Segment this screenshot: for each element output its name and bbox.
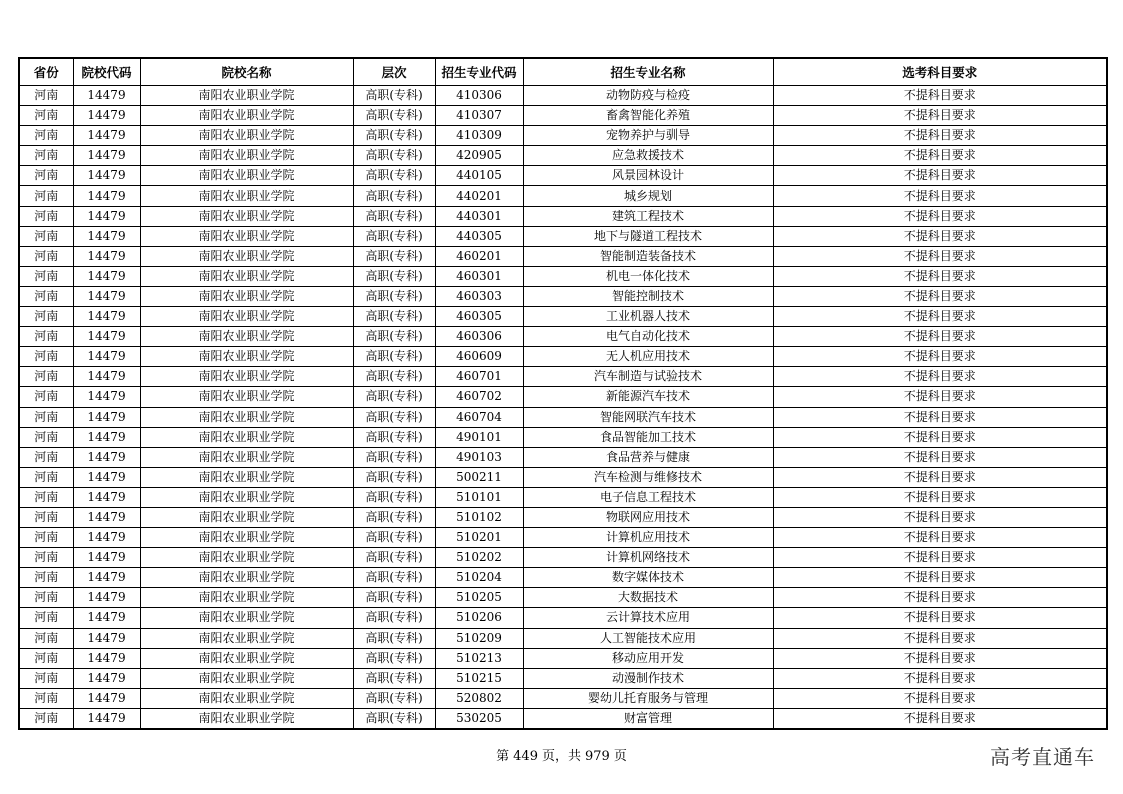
cell-major-name: 移动应用开发 <box>523 648 773 668</box>
cell-level: 高职(专科) <box>353 246 435 266</box>
cell-level: 高职(专科) <box>353 307 435 327</box>
cell-province: 河南 <box>19 668 73 688</box>
cell-major-code: 440105 <box>435 166 523 186</box>
cell-major-code: 510201 <box>435 528 523 548</box>
cell-province: 河南 <box>19 688 73 708</box>
cell-level: 高职(专科) <box>353 447 435 467</box>
cell-major-name: 电气自动化技术 <box>523 327 773 347</box>
cell-major-name: 物联网应用技术 <box>523 507 773 527</box>
cell-major-code: 510102 <box>435 507 523 527</box>
table-row <box>19 86 1107 106</box>
cell-school-code: 14479 <box>73 387 140 407</box>
cell-school-code: 14479 <box>73 286 140 306</box>
cell-province: 河南 <box>19 548 73 568</box>
cell-school-code: 14479 <box>73 588 140 608</box>
cell-subject-requirement: 不提科目要求 <box>773 608 1107 628</box>
cell-school-name: 南阳农业职业学院 <box>140 226 353 246</box>
table-row <box>19 507 1107 527</box>
cell-major-name: 新能源汽车技术 <box>523 387 773 407</box>
cell-school-name: 南阳农业职业学院 <box>140 286 353 306</box>
cell-major-code: 440201 <box>435 186 523 206</box>
table-row <box>19 487 1107 507</box>
cell-school-code: 14479 <box>73 206 140 226</box>
cell-school-name: 南阳农业职业学院 <box>140 588 353 608</box>
table-row <box>19 668 1107 688</box>
header-province: 省份 <box>19 58 73 86</box>
cell-province: 河南 <box>19 487 73 507</box>
cell-level: 高职(专科) <box>353 266 435 286</box>
cell-school-name: 南阳农业职业学院 <box>140 548 353 568</box>
cell-subject-requirement: 不提科目要求 <box>773 708 1107 729</box>
cell-school-name: 南阳农业职业学院 <box>140 648 353 668</box>
cell-province: 河南 <box>19 608 73 628</box>
cell-school-name: 南阳农业职业学院 <box>140 166 353 186</box>
cell-major-code: 410307 <box>435 106 523 126</box>
cell-school-code: 14479 <box>73 688 140 708</box>
cell-level: 高职(专科) <box>353 367 435 387</box>
table-row <box>19 186 1107 206</box>
cell-level: 高职(专科) <box>353 347 435 367</box>
cell-major-name: 人工智能技术应用 <box>523 628 773 648</box>
cell-school-name: 南阳农业职业学院 <box>140 387 353 407</box>
cell-major-name: 计算机网络技术 <box>523 548 773 568</box>
table-row <box>19 367 1107 387</box>
cell-major-name: 财富管理 <box>523 708 773 729</box>
cell-subject-requirement: 不提科目要求 <box>773 206 1107 226</box>
cell-school-name: 南阳农业职业学院 <box>140 467 353 487</box>
cell-province: 河南 <box>19 347 73 367</box>
cell-province: 河南 <box>19 327 73 347</box>
cell-subject-requirement: 不提科目要求 <box>773 407 1107 427</box>
cell-level: 高职(专科) <box>353 548 435 568</box>
cell-major-name: 宠物养护与驯导 <box>523 126 773 146</box>
cell-subject-requirement: 不提科目要求 <box>773 86 1107 106</box>
cell-subject-requirement: 不提科目要求 <box>773 648 1107 668</box>
cell-major-code: 440305 <box>435 226 523 246</box>
cell-school-name: 南阳农业职业学院 <box>140 186 353 206</box>
page-prefix: 第 <box>496 749 510 764</box>
cell-major-code: 510206 <box>435 608 523 628</box>
cell-level: 高职(专科) <box>353 146 435 166</box>
cell-subject-requirement: 不提科目要求 <box>773 226 1107 246</box>
cell-major-code: 460704 <box>435 407 523 427</box>
cell-school-code: 14479 <box>73 568 140 588</box>
cell-school-name: 南阳农业职业学院 <box>140 146 353 166</box>
table-row <box>19 648 1107 668</box>
cell-level: 高职(专科) <box>353 286 435 306</box>
table-header <box>19 58 1107 86</box>
cell-major-name: 食品智能加工技术 <box>523 427 773 447</box>
cell-level: 高职(专科) <box>353 648 435 668</box>
cell-major-name: 汽车检测与维修技术 <box>523 467 773 487</box>
cell-school-code: 14479 <box>73 347 140 367</box>
cell-subject-requirement: 不提科目要求 <box>773 668 1107 688</box>
cell-major-name: 机电一体化技术 <box>523 266 773 286</box>
table-row <box>19 286 1107 306</box>
cell-school-name: 南阳农业职业学院 <box>140 668 353 688</box>
table-row <box>19 528 1107 548</box>
cell-school-code: 14479 <box>73 708 140 729</box>
cell-level: 高职(专科) <box>353 387 435 407</box>
table-row <box>19 327 1107 347</box>
cell-major-code: 490101 <box>435 427 523 447</box>
page-suffix: 页 <box>613 749 627 764</box>
cell-major-name: 风景园林设计 <box>523 166 773 186</box>
cell-major-name: 城乡规划 <box>523 186 773 206</box>
table-row <box>19 106 1107 126</box>
cell-level: 高职(专科) <box>353 86 435 106</box>
cell-level: 高职(专科) <box>353 186 435 206</box>
page-total: 979 <box>585 749 610 764</box>
cell-major-name: 动物防疫与检疫 <box>523 86 773 106</box>
cell-subject-requirement: 不提科目要求 <box>773 507 1107 527</box>
cell-province: 河南 <box>19 507 73 527</box>
header-subject-requirement: 选考科目要求 <box>773 58 1107 86</box>
table-row <box>19 307 1107 327</box>
cell-subject-requirement: 不提科目要求 <box>773 286 1107 306</box>
cell-school-code: 14479 <box>73 367 140 387</box>
cell-subject-requirement: 不提科目要求 <box>773 487 1107 507</box>
cell-school-name: 南阳农业职业学院 <box>140 307 353 327</box>
cell-school-code: 14479 <box>73 507 140 527</box>
table-row <box>19 427 1107 447</box>
cell-major-name: 工业机器人技术 <box>523 307 773 327</box>
cell-school-name: 南阳农业职业学院 <box>140 427 353 447</box>
cell-major-name: 应急救援技术 <box>523 146 773 166</box>
cell-major-code: 510204 <box>435 568 523 588</box>
cell-province: 河南 <box>19 708 73 729</box>
cell-subject-requirement: 不提科目要求 <box>773 266 1107 286</box>
cell-school-name: 南阳农业职业学院 <box>140 126 353 146</box>
cell-school-name: 南阳农业职业学院 <box>140 106 353 126</box>
cell-subject-requirement: 不提科目要求 <box>773 447 1107 467</box>
cell-major-name: 动漫制作技术 <box>523 668 773 688</box>
table-row <box>19 126 1107 146</box>
table-row <box>19 387 1107 407</box>
cell-province: 河南 <box>19 166 73 186</box>
cell-major-name: 智能网联汽车技术 <box>523 407 773 427</box>
cell-major-name: 智能控制技术 <box>523 286 773 306</box>
cell-subject-requirement: 不提科目要求 <box>773 367 1107 387</box>
cell-province: 河南 <box>19 648 73 668</box>
cell-province: 河南 <box>19 367 73 387</box>
cell-school-name: 南阳农业职业学院 <box>140 568 353 588</box>
cell-school-code: 14479 <box>73 106 140 126</box>
cell-major-code: 500211 <box>435 467 523 487</box>
cell-province: 河南 <box>19 266 73 286</box>
page-number: 449 <box>513 749 538 764</box>
cell-school-name: 南阳农业职业学院 <box>140 246 353 266</box>
cell-province: 河南 <box>19 407 73 427</box>
cell-province: 河南 <box>19 106 73 126</box>
cell-school-name: 南阳农业职业学院 <box>140 708 353 729</box>
header-school-name: 院校名称 <box>140 58 353 86</box>
cell-level: 高职(专科) <box>353 568 435 588</box>
cell-major-code: 460303 <box>435 286 523 306</box>
header-school-code: 院校代码 <box>73 58 140 86</box>
cell-level: 高职(专科) <box>353 688 435 708</box>
cell-school-code: 14479 <box>73 307 140 327</box>
cell-school-code: 14479 <box>73 246 140 266</box>
table-row <box>19 447 1107 467</box>
page-mid: 页，共 <box>541 749 581 764</box>
table-row <box>19 146 1107 166</box>
cell-school-name: 南阳农业职业学院 <box>140 407 353 427</box>
cell-major-code: 420905 <box>435 146 523 166</box>
cell-school-name: 南阳农业职业学院 <box>140 327 353 347</box>
cell-province: 河南 <box>19 86 73 106</box>
cell-subject-requirement: 不提科目要求 <box>773 528 1107 548</box>
cell-major-code: 460702 <box>435 387 523 407</box>
cell-school-code: 14479 <box>73 528 140 548</box>
table-row <box>19 688 1107 708</box>
cell-province: 河南 <box>19 427 73 447</box>
table-row <box>19 548 1107 568</box>
cell-subject-requirement: 不提科目要求 <box>773 588 1107 608</box>
cell-school-name: 南阳农业职业学院 <box>140 688 353 708</box>
cell-school-code: 14479 <box>73 226 140 246</box>
cell-major-code: 510213 <box>435 648 523 668</box>
cell-school-code: 14479 <box>73 86 140 106</box>
cell-level: 高职(专科) <box>353 327 435 347</box>
cell-school-code: 14479 <box>73 628 140 648</box>
cell-major-name: 婴幼儿托育服务与管理 <box>523 688 773 708</box>
cell-school-code: 14479 <box>73 327 140 347</box>
table-row <box>19 407 1107 427</box>
cell-province: 河南 <box>19 467 73 487</box>
cell-school-name: 南阳农业职业学院 <box>140 266 353 286</box>
table-body <box>19 86 1107 730</box>
cell-level: 高职(专科) <box>353 126 435 146</box>
cell-school-name: 南阳农业职业学院 <box>140 507 353 527</box>
cell-major-name: 云计算技术应用 <box>523 608 773 628</box>
table-row <box>19 708 1107 729</box>
cell-major-name: 数字媒体技术 <box>523 568 773 588</box>
cell-major-code: 460306 <box>435 327 523 347</box>
cell-level: 高职(专科) <box>353 427 435 447</box>
cell-province: 河南 <box>19 246 73 266</box>
table-row <box>19 608 1107 628</box>
header-level: 层次 <box>353 58 435 86</box>
header-major-name: 招生专业名称 <box>523 58 773 86</box>
enrollment-table <box>18 57 1108 730</box>
cell-school-code: 14479 <box>73 487 140 507</box>
cell-school-code: 14479 <box>73 146 140 166</box>
cell-level: 高职(专科) <box>353 708 435 729</box>
cell-level: 高职(专科) <box>353 608 435 628</box>
cell-school-name: 南阳农业职业学院 <box>140 367 353 387</box>
cell-major-code: 530205 <box>435 708 523 729</box>
cell-major-name: 畜禽智能化养殖 <box>523 106 773 126</box>
cell-major-name: 食品营养与健康 <box>523 447 773 467</box>
cell-major-name: 大数据技术 <box>523 588 773 608</box>
cell-subject-requirement: 不提科目要求 <box>773 146 1107 166</box>
cell-province: 河南 <box>19 186 73 206</box>
cell-province: 河南 <box>19 528 73 548</box>
cell-school-code: 14479 <box>73 608 140 628</box>
cell-province: 河南 <box>19 126 73 146</box>
cell-level: 高职(专科) <box>353 407 435 427</box>
cell-province: 河南 <box>19 568 73 588</box>
table-row <box>19 568 1107 588</box>
cell-major-code: 460201 <box>435 246 523 266</box>
cell-major-code: 410309 <box>435 126 523 146</box>
cell-school-name: 南阳农业职业学院 <box>140 528 353 548</box>
cell-level: 高职(专科) <box>353 588 435 608</box>
cell-school-code: 14479 <box>73 266 140 286</box>
cell-subject-requirement: 不提科目要求 <box>773 387 1107 407</box>
cell-level: 高职(专科) <box>353 206 435 226</box>
cell-major-code: 410306 <box>435 86 523 106</box>
cell-province: 河南 <box>19 628 73 648</box>
cell-major-code: 490103 <box>435 447 523 467</box>
cell-level: 高职(专科) <box>353 628 435 648</box>
cell-province: 河南 <box>19 447 73 467</box>
cell-subject-requirement: 不提科目要求 <box>773 628 1107 648</box>
cell-subject-requirement: 不提科目要求 <box>773 126 1107 146</box>
table-row <box>19 628 1107 648</box>
cell-level: 高职(专科) <box>353 166 435 186</box>
table-row <box>19 166 1107 186</box>
cell-major-code: 460701 <box>435 367 523 387</box>
header-row <box>19 58 1107 86</box>
cell-province: 河南 <box>19 387 73 407</box>
table-row <box>19 226 1107 246</box>
cell-level: 高职(专科) <box>353 226 435 246</box>
cell-major-code: 520802 <box>435 688 523 708</box>
cell-major-code: 510215 <box>435 668 523 688</box>
brand-watermark: 高考直通车 <box>990 745 1095 769</box>
cell-school-name: 南阳农业职业学院 <box>140 608 353 628</box>
page-footer <box>0 745 1123 764</box>
cell-subject-requirement: 不提科目要求 <box>773 568 1107 588</box>
cell-subject-requirement: 不提科目要求 <box>773 186 1107 206</box>
header-major-code: 招生专业代码 <box>435 58 523 86</box>
cell-school-name: 南阳农业职业学院 <box>140 86 353 106</box>
cell-major-code: 510205 <box>435 588 523 608</box>
cell-subject-requirement: 不提科目要求 <box>773 166 1107 186</box>
cell-school-code: 14479 <box>73 447 140 467</box>
cell-province: 河南 <box>19 206 73 226</box>
cell-school-code: 14479 <box>73 186 140 206</box>
cell-school-code: 14479 <box>73 648 140 668</box>
cell-subject-requirement: 不提科目要求 <box>773 327 1107 347</box>
cell-level: 高职(专科) <box>353 507 435 527</box>
table-row <box>19 246 1107 266</box>
cell-major-code: 440301 <box>435 206 523 226</box>
cell-major-name: 电子信息工程技术 <box>523 487 773 507</box>
cell-subject-requirement: 不提科目要求 <box>773 467 1107 487</box>
table-row <box>19 206 1107 226</box>
cell-school-code: 14479 <box>73 548 140 568</box>
cell-major-name: 计算机应用技术 <box>523 528 773 548</box>
cell-major-code: 460305 <box>435 307 523 327</box>
cell-school-code: 14479 <box>73 668 140 688</box>
cell-school-name: 南阳农业职业学院 <box>140 347 353 367</box>
cell-school-code: 14479 <box>73 467 140 487</box>
cell-major-code: 510101 <box>435 487 523 507</box>
cell-school-code: 14479 <box>73 427 140 447</box>
cell-subject-requirement: 不提科目要求 <box>773 427 1107 447</box>
table-row <box>19 588 1107 608</box>
cell-province: 河南 <box>19 588 73 608</box>
cell-school-name: 南阳农业职业学院 <box>140 206 353 226</box>
cell-major-code: 460609 <box>435 347 523 367</box>
cell-school-name: 南阳农业职业学院 <box>140 628 353 648</box>
cell-subject-requirement: 不提科目要求 <box>773 688 1107 708</box>
table-row <box>19 347 1107 367</box>
cell-major-name: 智能制造装备技术 <box>523 246 773 266</box>
cell-level: 高职(专科) <box>353 528 435 548</box>
cell-major-code: 460301 <box>435 266 523 286</box>
cell-major-name: 汽车制造与试验技术 <box>523 367 773 387</box>
cell-subject-requirement: 不提科目要求 <box>773 347 1107 367</box>
cell-school-code: 14479 <box>73 166 140 186</box>
cell-level: 高职(专科) <box>353 467 435 487</box>
cell-level: 高职(专科) <box>353 106 435 126</box>
table-row <box>19 266 1107 286</box>
cell-level: 高职(专科) <box>353 487 435 507</box>
cell-school-name: 南阳农业职业学院 <box>140 447 353 467</box>
cell-subject-requirement: 不提科目要求 <box>773 307 1107 327</box>
cell-major-name: 建筑工程技术 <box>523 206 773 226</box>
cell-school-name: 南阳农业职业学院 <box>140 487 353 507</box>
cell-level: 高职(专科) <box>353 668 435 688</box>
cell-subject-requirement: 不提科目要求 <box>773 246 1107 266</box>
table-row <box>19 467 1107 487</box>
cell-province: 河南 <box>19 226 73 246</box>
cell-major-code: 510202 <box>435 548 523 568</box>
cell-major-name: 无人机应用技术 <box>523 347 773 367</box>
cell-major-code: 510209 <box>435 628 523 648</box>
cell-province: 河南 <box>19 146 73 166</box>
cell-school-code: 14479 <box>73 126 140 146</box>
cell-subject-requirement: 不提科目要求 <box>773 548 1107 568</box>
cell-school-code: 14479 <box>73 407 140 427</box>
cell-province: 河南 <box>19 307 73 327</box>
cell-province: 河南 <box>19 286 73 306</box>
cell-subject-requirement: 不提科目要求 <box>773 106 1107 126</box>
cell-major-name: 地下与隧道工程技术 <box>523 226 773 246</box>
